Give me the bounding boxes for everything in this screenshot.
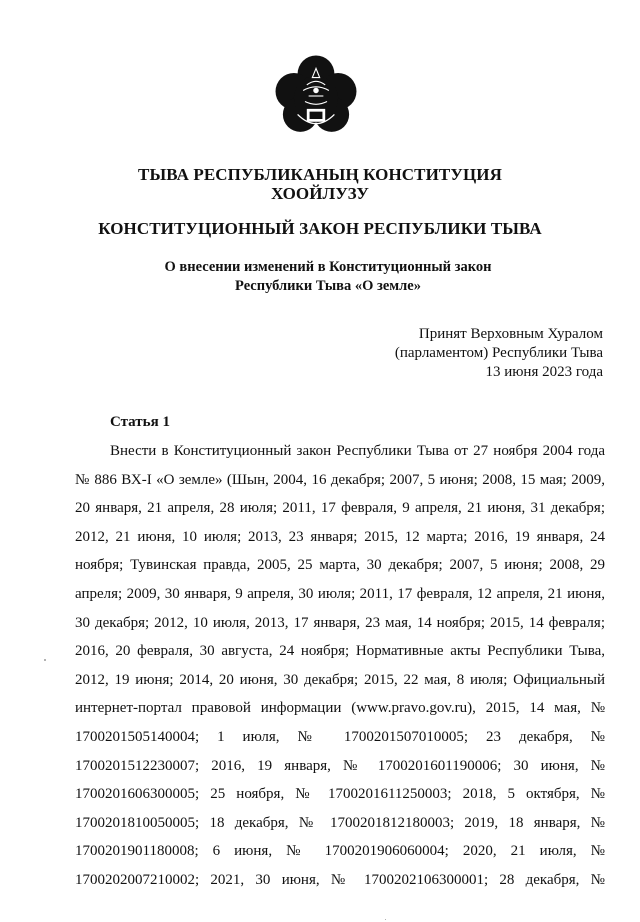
scan-speck [44,659,46,661]
article-text-line: 1700201810050005; 18 декабря, № 1700201812180003; 2019, 18 января, № [75,814,605,831]
header-title-line-2: ХООЙЛУЗУ [271,184,369,203]
article-text-line: 1700201606300005; 25 ноября, № 1700201611250003; 2018, 5 октября, № [75,786,605,803]
article-text-line: Внести в Конституционный закон Республики Тыва от 27 ноября 2004 года [110,443,605,459]
article-text-line: 2016, 20 февраля, 30 августа, 24 ноября; Нормативные акты Республики Тыва, [75,643,605,660]
article-title: Статья 1 [110,414,170,430]
article-text-line: 1700201901180008; 6 июня, № 1700201906060004; 2020, 21 июля, № [75,843,605,860]
article-text-line: 1700202007210002; 2021, 30 июня, № 1700202106300001; 28 декабря, № [75,872,605,888]
article-text-line: 30 декабря; 2012, 10 июля, 2013, 17 января, 23 мая, 14 ноября; 2015, 14 февраля; [75,614,605,631]
article-text-line: № 886 ВХ-I «О земле» (Шын, 2004, 16 декабря; 2007, 5 июня; 2008, 15 мая; 2009, [75,471,605,488]
article-text-line: 1700201505140004; 1 июля, № 1700201507010005; 23 декабря, № [75,729,605,745]
scan-speck [385,919,386,920]
law-subject-line-1: О внесении изменений в Конституционный закон [164,259,492,275]
article-text-line: 2012, 19 июня; 2014, 20 июня, 30 декабря; 2015, 22 мая, 8 июля; Официальный [75,671,605,688]
header-title-line-1: ТЫВА РЕСПУБЛИКАНЫҢ КОНСТИТУЦИЯ [138,165,502,184]
article-text-line: 1700201512230007; 2016, 19 января, № 1700201601190006; 30 июня, № [75,757,605,774]
adopted-by-line-2: (парламентом) Республики Тыва [394,345,603,361]
article-text-line: апреля; 2009, 30 января, 9 апреля, 30 июля; 2011, 17 февраля, 12 апреля, 21 июня, [75,586,605,602]
article-text-line: интернет-портал правовой информации (www.pravo.gov.ru), 2015, 14 мая, № [75,700,605,717]
tuva-coat-of-arms-icon [270,50,362,142]
article-text-line: ноября; Тувинская правда, 2005, 25 марта, 30 декабря; 2007, 5 июня; 2008, 29 [75,557,605,574]
adopted-by-line-1: Принят Верховным Хуралом [418,326,603,342]
adoption-date: 13 июня 2023 года [485,364,603,380]
article-text-line: 20 января, 21 апреля, 28 июля; 2011, 17 февраля, 9 апреля, 21 июня, 31 декабря; [75,500,605,517]
law-subject-line-2: Республики Тыва «О земле» [235,278,421,294]
article-text-line: 2012, 21 июня, 10 июля; 2013, 23 января; 2015, 12 марта; 2016, 19 января, 24 [75,528,605,545]
law-type-heading: КОНСТИТУЦИОННЫЙ ЗАКОН РЕСПУБЛИКИ ТЫВА [98,219,542,238]
